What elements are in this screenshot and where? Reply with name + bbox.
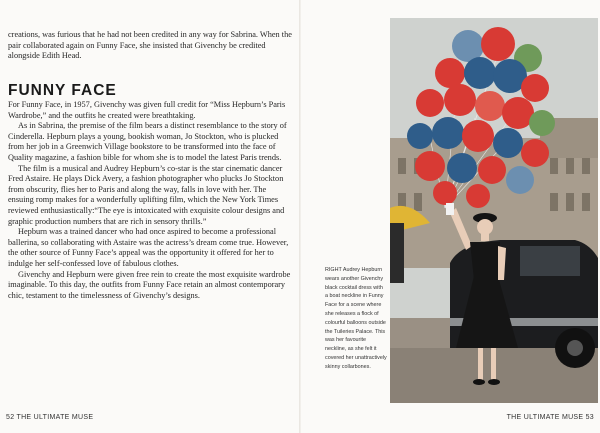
body-paragraph: Givenchy and Hepburn were given free rein to create the most exquisite wardrobe imaginable. To this day, the outfits from Funny Face retain an almost contemporary chic, testament to the timelessness of Givenchy’s designs. xyxy=(8,269,291,300)
body-paragraph: For Funny Face, in 1957, Givenchy was given full credit for “Miss Hepburn’s Paris Wardrobe,” and the outfits he created were breathtaking. xyxy=(8,100,286,120)
photo-caption: RIGHT Audrey Hepburn wears another Givenchy black cocktail dress with a boat neckline in Funny Face for a scene where she releases a flock of colourful balloons outside the Tuileries Palace. This was her favourite neckline, as she felt it covered her unattractively skinny collarbones. xyxy=(325,267,387,370)
body-paragraph: The film is a musical and Audrey Hepburn’s co-star is the star cinematic dancer Fred Astaire. He plays Dick Avery, a fashion photographer who plucks Jo Stockton from obscurity, flies her to Paris and along the way, falls in love with her. The ensuing romp makes for a wonderfully uplifting film, which the New York Times reviewed enthusiastically:“The eye is intoxicated with exquisite colour designs and graphic production numbers that are rich in sensory thrills.” xyxy=(8,163,285,226)
section-body xyxy=(8,100,293,301)
body-paragraph: Hepburn was a trained dancer who had once aspired to become a professional ballerina, so collaborating with Astaire was the actress’s dream come true. However, the other source of Funny Face’s appeal was the opportunity it offered for her to indulge her self-confessed love of fabulous clothes. xyxy=(8,227,289,268)
intro-paragraph: creations, was furious that he had not been credited in any way for Sabrina. When the pair collaborated again on Funny Face, she insisted that Givenchy be credited alongside Edith Head. xyxy=(8,30,292,61)
body-paragraph: As in Sabrina, the premise of the film bears a distinct resemblance to the story of Cinderella. Hepburn plays a young, bookish woman, Jo Stockton, who is plucked from her job in a Greenwich Village bookstore to be transformed into the face of Quality magazine, a fashion bible for whom she is to model the latest Paris trends. xyxy=(8,121,287,162)
photo-audrey-hepburn-balloons xyxy=(390,18,598,403)
page-number-right: THE ULTIMATE MUSE 53 xyxy=(506,414,594,421)
page-number-left: 52 THE ULTIMATE MUSE xyxy=(6,414,94,421)
intro-text xyxy=(8,30,293,62)
section-heading: FUNNY FACE xyxy=(8,82,117,99)
right-page xyxy=(300,0,600,433)
